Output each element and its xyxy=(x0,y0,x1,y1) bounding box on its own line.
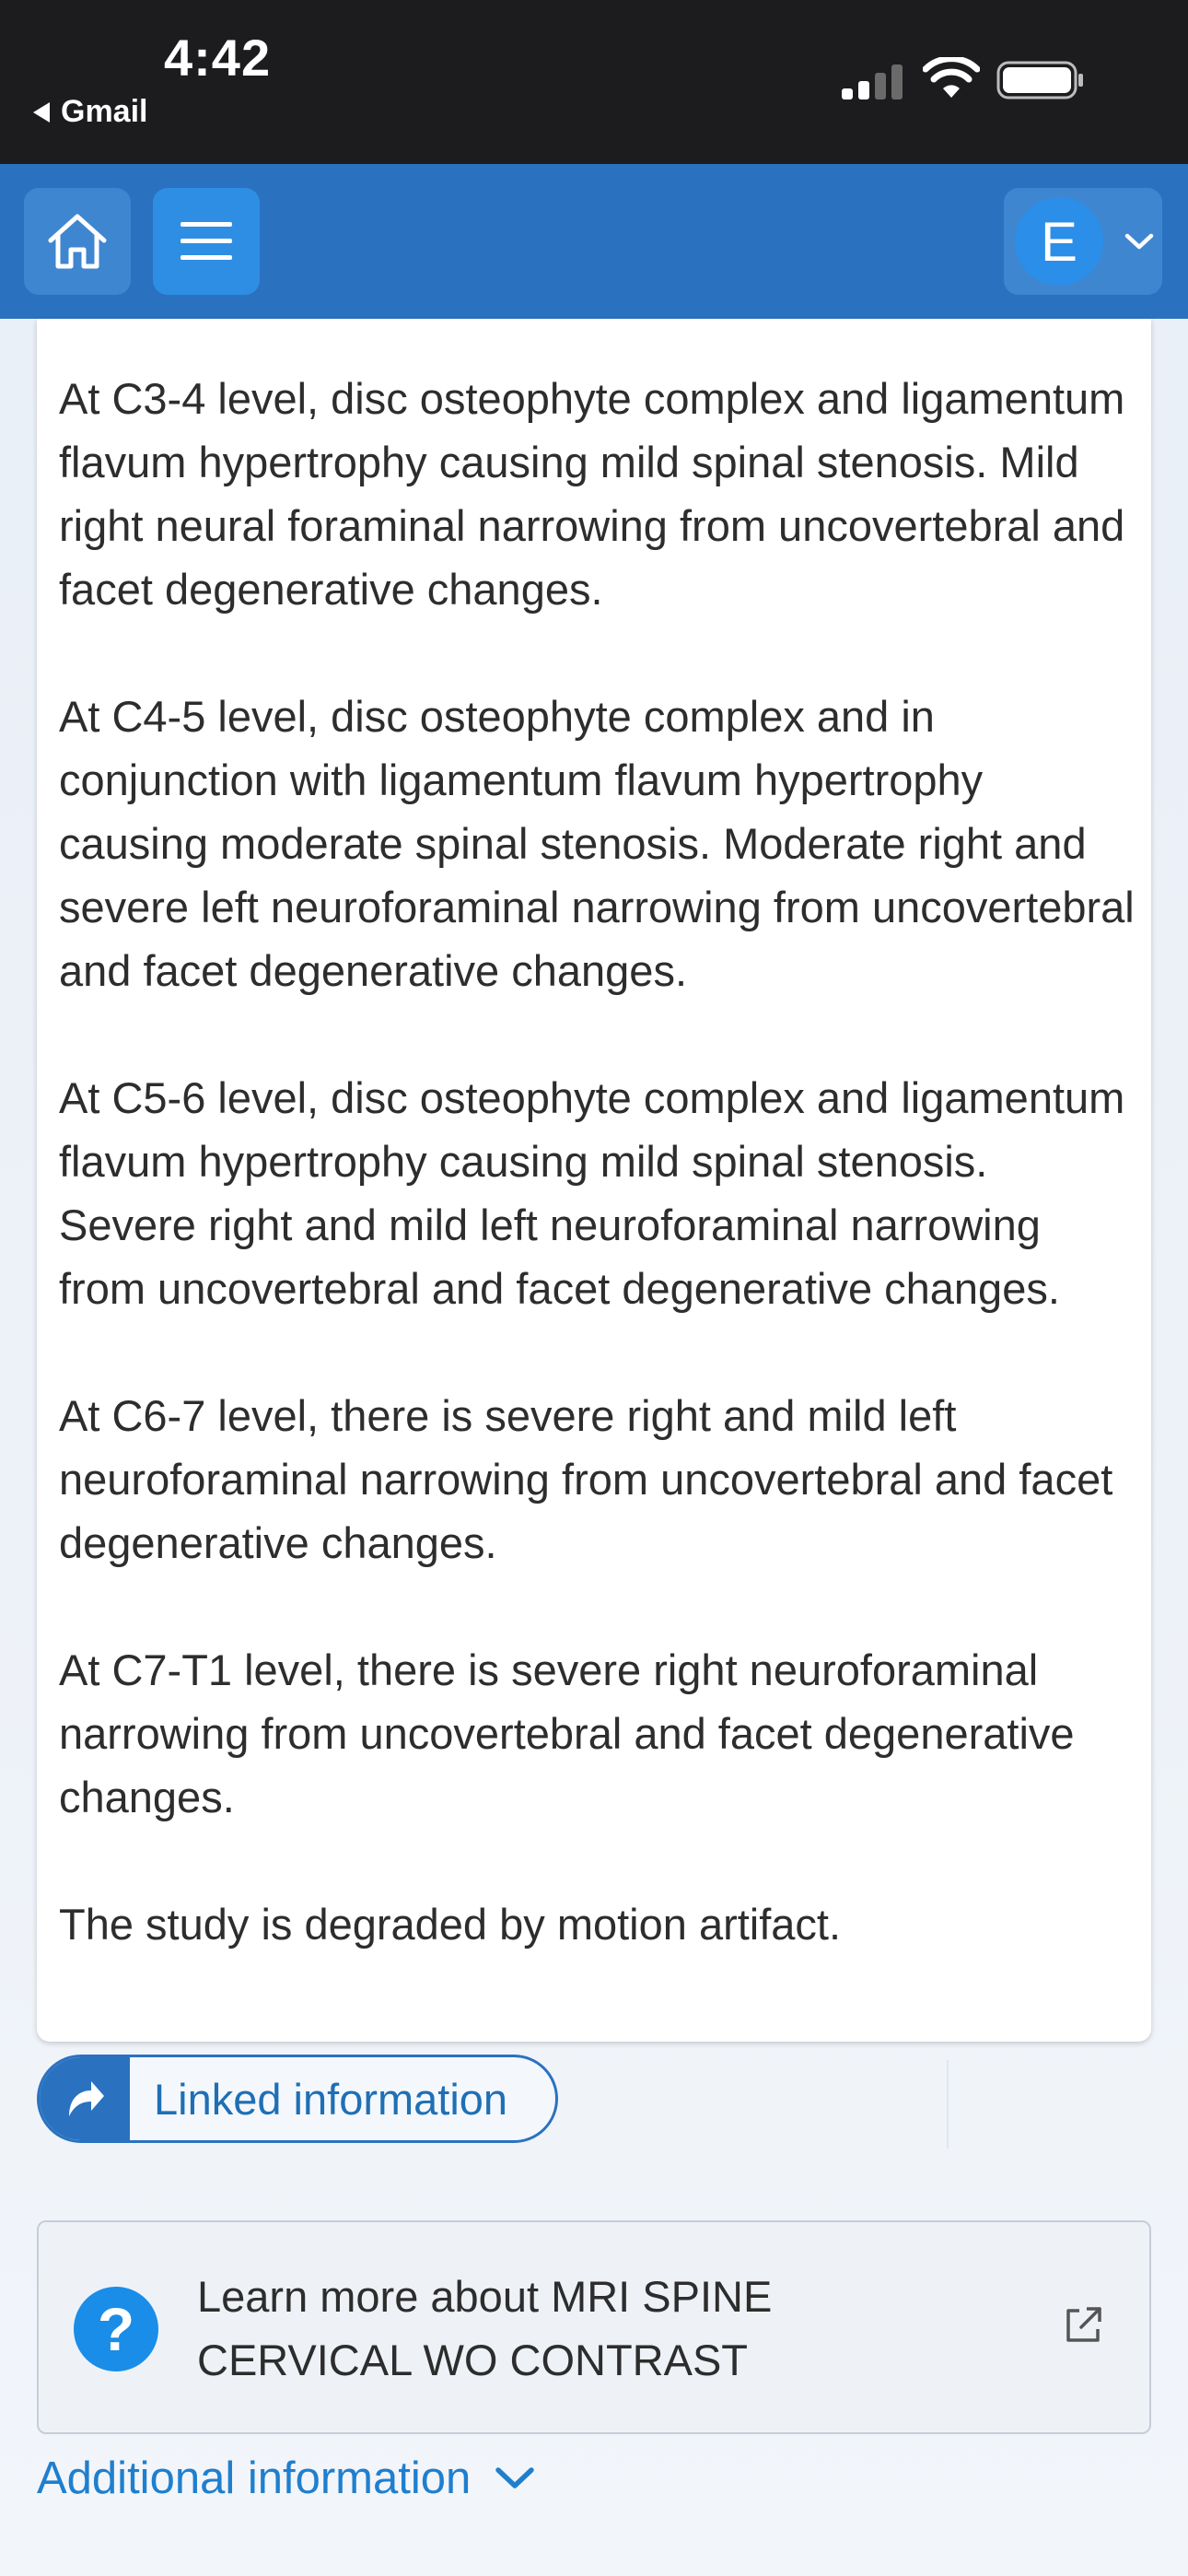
question-icon: ? xyxy=(74,2287,158,2371)
learn-more-text: Learn more about MRI SPINE CERVICAL WO CONTRAST xyxy=(197,2272,773,2384)
report-paragraph: At C7-T1 level, there is severe right neuroforaminal narrowing from uncovertebral and facet degenerative changes. xyxy=(59,1645,1075,1821)
report-card xyxy=(37,319,1151,2042)
chevron-down-icon xyxy=(1124,232,1155,251)
linked-arrow-icon xyxy=(62,2076,108,2122)
linked-information-button[interactable] xyxy=(37,2055,558,2143)
avatar: E xyxy=(1015,197,1103,286)
report-text xyxy=(59,367,1136,1956)
wifi-icon xyxy=(923,57,980,100)
menu-button[interactable] xyxy=(153,188,260,295)
home-icon xyxy=(45,211,110,272)
chevron-down-icon xyxy=(495,2466,535,2490)
report-paragraph: At C5-6 level, disc osteophyte complex and ligamentum flavum hypertrophy causing mild spinal stenosis. Severe right and mild left neuroforaminal narrowing from uncovertebral and facet degenerative changes. xyxy=(59,1073,1125,1313)
divider xyxy=(947,2060,949,2149)
cellular-signal-icon xyxy=(840,63,904,100)
account-menu-button[interactable] xyxy=(1004,188,1162,295)
report-paragraph: The study is degraded by motion artifact. xyxy=(59,1900,842,1949)
status-time: 4:42 xyxy=(164,29,272,87)
back-triangle-icon xyxy=(33,102,50,123)
hamburger-icon xyxy=(179,218,234,264)
linked-icon-container xyxy=(40,2057,130,2140)
app-header xyxy=(0,164,1188,319)
home-button[interactable] xyxy=(24,188,131,295)
report-paragraph: At C3-4 level, disc osteophyte complex and ligamentum flavum hypertrophy causing mild spinal stenosis. Mild right neural foraminal narrowing from uncovertebral and facet degenerative changes. xyxy=(59,374,1125,614)
report-paragraph: At C6-7 level, there is severe right and mild left neuroforaminal narrowing from uncovertebral and facet degenerative changes. xyxy=(59,1391,1113,1567)
external-link-icon xyxy=(1063,2305,1103,2346)
additional-information-toggle[interactable] xyxy=(37,2453,535,2504)
additional-information-label: Additional information xyxy=(37,2453,472,2503)
learn-more-box[interactable] xyxy=(37,2220,1151,2434)
report-paragraph: At C4-5 level, disc osteophyte complex and in conjunction with ligamentum flavum hypertrophy causing moderate spinal stenosis. Moderate right and severe left neuroforaminal narrowing from uncovertebral and facet degenerative changes. xyxy=(59,692,1135,995)
back-app-label: Gmail xyxy=(61,94,148,129)
linked-information-label: Linked information xyxy=(154,2074,508,2124)
battery-icon xyxy=(996,61,1085,100)
back-to-app-link[interactable] xyxy=(33,94,147,130)
status-bar xyxy=(0,0,1188,164)
